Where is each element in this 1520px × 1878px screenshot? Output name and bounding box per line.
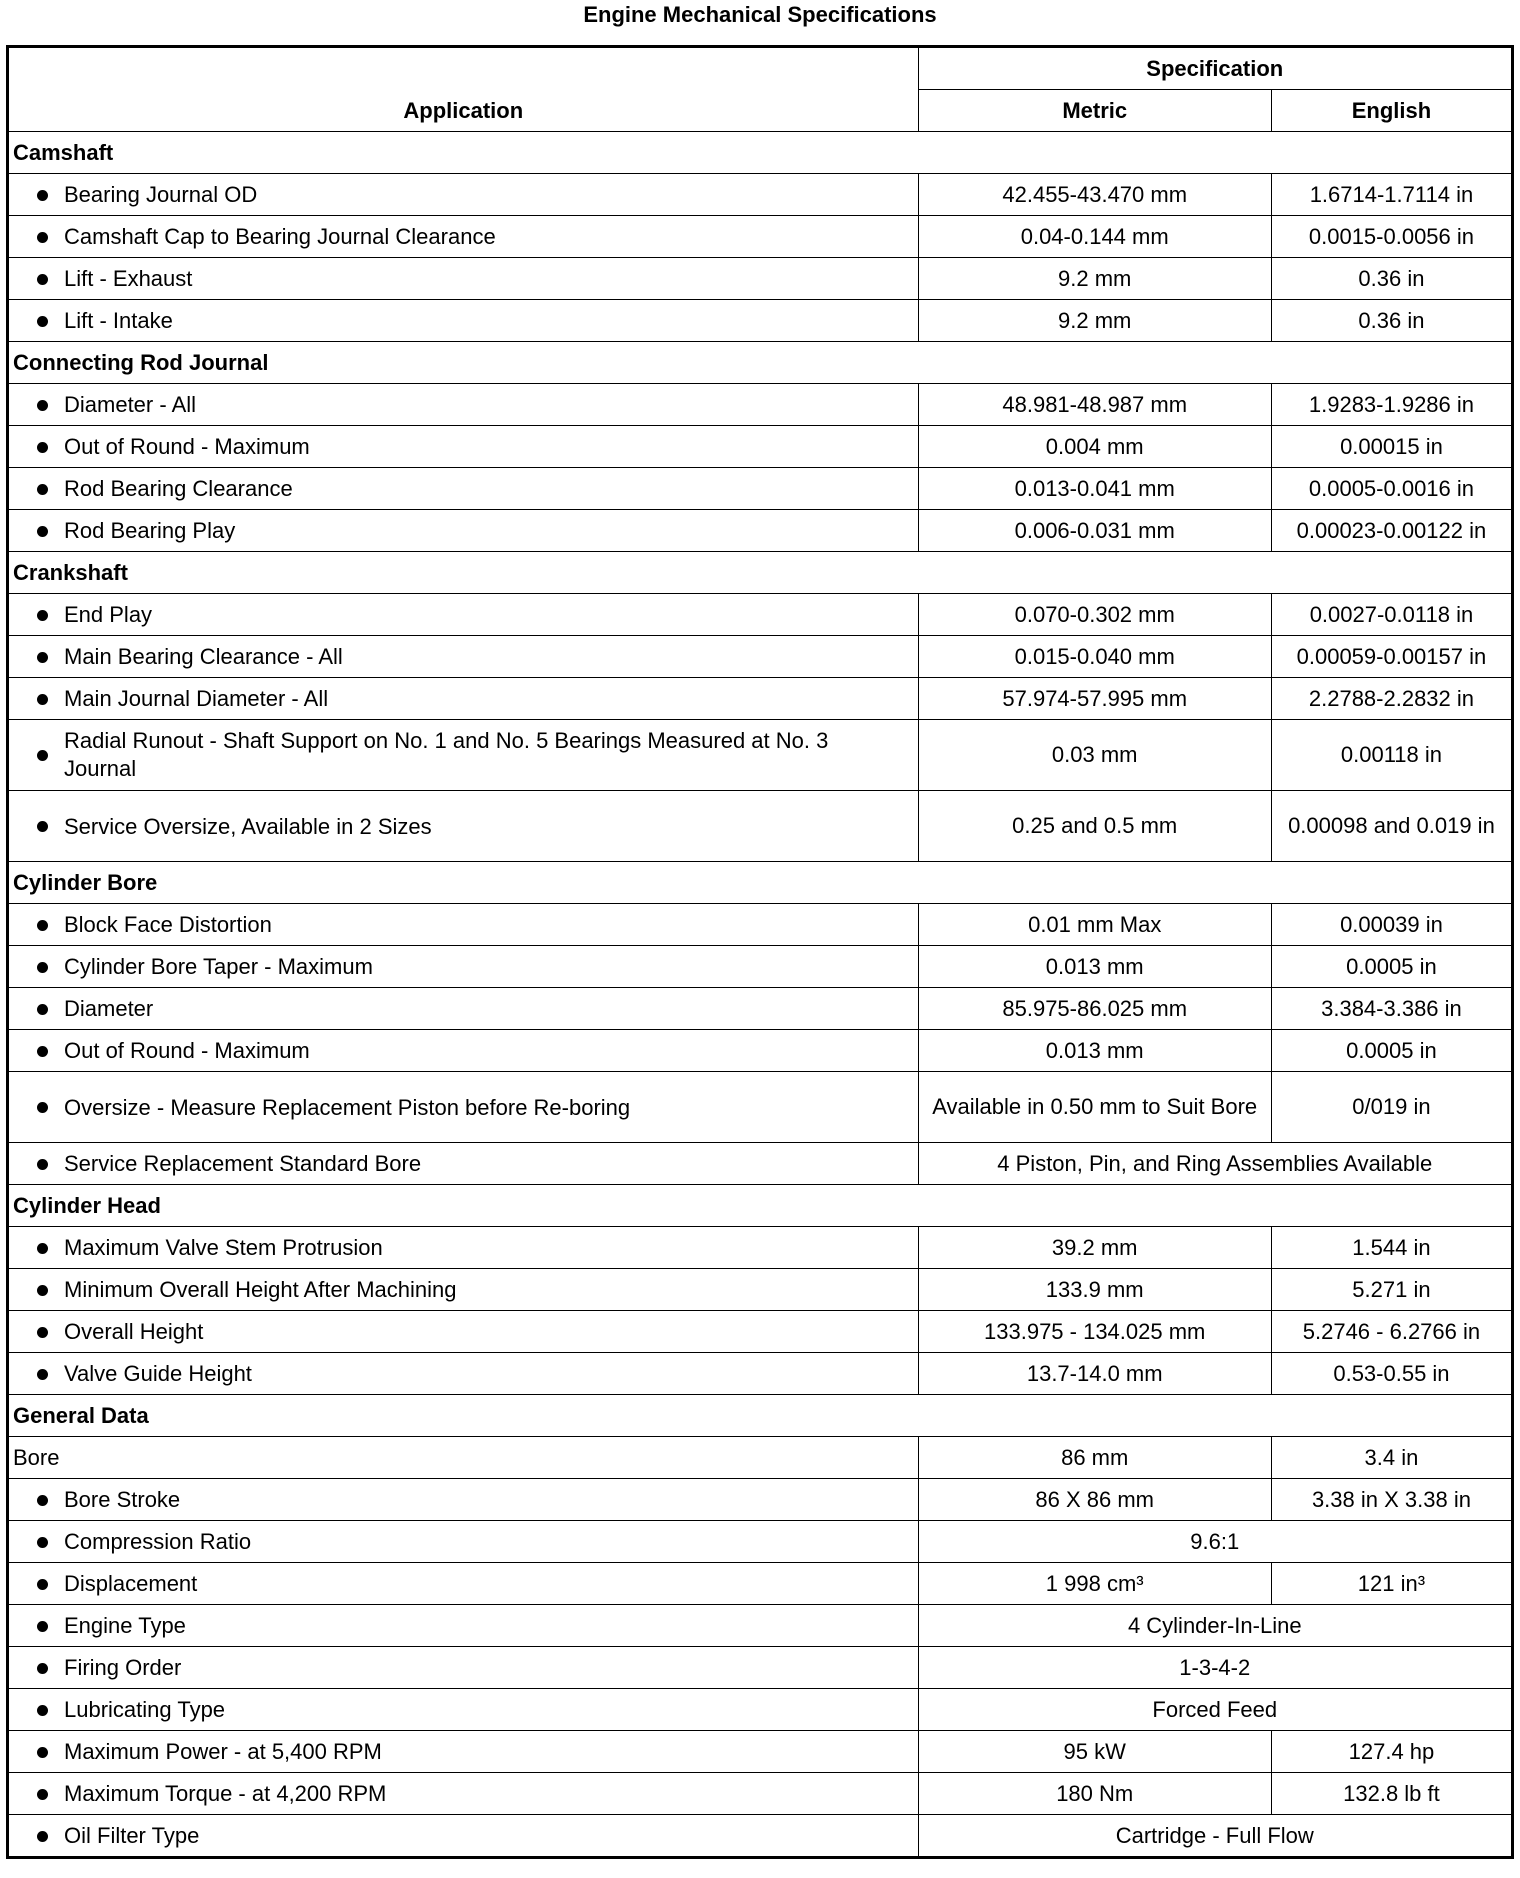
table-row — [8, 678, 1513, 720]
spec-value-cell: 1-3-4-2 — [918, 1647, 1512, 1689]
application-cell — [8, 791, 919, 862]
english-cell: 0.00015 in — [1271, 426, 1512, 468]
application-cell — [8, 1143, 919, 1185]
bullet-icon — [37, 1537, 48, 1548]
section-row — [8, 342, 1513, 384]
bullet-icon — [37, 274, 48, 285]
metric-cell: Available in 0.50 mm to Suit Bore — [918, 1072, 1271, 1143]
bullet-icon — [37, 1747, 48, 1758]
bullet-icon — [37, 694, 48, 705]
bullet-icon — [37, 1046, 48, 1057]
english-cell: 0.0005 in — [1271, 1030, 1512, 1072]
application-text: Main Bearing Clearance - All — [64, 644, 343, 670]
section-title: Crankshaft — [8, 552, 1513, 594]
spec-table — [6, 45, 1514, 1859]
application-text: Service Replacement Standard Bore — [64, 1151, 422, 1177]
spec-value-cell: Cartridge - Full Flow — [918, 1815, 1512, 1858]
application-cell — [8, 904, 919, 946]
table-row — [8, 384, 1513, 426]
header-row — [8, 47, 1513, 90]
application-text: Engine Type — [64, 1613, 186, 1639]
header-application: Application — [8, 47, 919, 132]
bullet-icon — [37, 316, 48, 327]
table-row — [8, 988, 1513, 1030]
application-text: Displacement — [64, 1571, 198, 1597]
header-metric: Metric — [918, 90, 1271, 132]
english-cell: 1.544 in — [1271, 1227, 1512, 1269]
english-cell: 121 in³ — [1271, 1563, 1512, 1605]
metric-cell: 0.015-0.040 mm — [918, 636, 1271, 678]
application-cell — [8, 1437, 919, 1479]
application-text: Overall Height — [64, 1319, 204, 1345]
application-cell — [8, 1311, 919, 1353]
table-row — [8, 1773, 1513, 1815]
english-cell: 127.4 hp — [1271, 1731, 1512, 1773]
metric-cell: 86 mm — [918, 1437, 1271, 1479]
bullet-icon — [37, 400, 48, 411]
table-row — [8, 1227, 1513, 1269]
section-row — [8, 1185, 1513, 1227]
table-row — [8, 1731, 1513, 1773]
english-cell: 0.0005 in — [1271, 946, 1512, 988]
metric-cell: 42.455-43.470 mm — [918, 174, 1271, 216]
bullet-icon — [37, 962, 48, 973]
application-text: Out of Round - Maximum — [64, 434, 310, 460]
table-row — [8, 636, 1513, 678]
table-row — [8, 468, 1513, 510]
application-text: Lift - Intake — [64, 308, 173, 334]
table-row — [8, 1605, 1513, 1647]
application-cell — [8, 1815, 919, 1858]
application-text: End Play — [64, 602, 153, 628]
bullet-icon — [37, 1369, 48, 1380]
bullet-icon — [37, 1285, 48, 1296]
english-cell: 0.0005-0.0016 in — [1271, 468, 1512, 510]
application-text: Oversize - Measure Replacement Piston before Re-boring — [64, 1094, 631, 1120]
english-cell: 3.38 in X 3.38 in — [1271, 1479, 1512, 1521]
metric-cell: 0.013 mm — [918, 946, 1271, 988]
application-text: Diameter — [64, 996, 154, 1022]
english-cell: 5.2746 - 6.2766 in — [1271, 1311, 1512, 1353]
section-row — [8, 862, 1513, 904]
english-cell: 0.00023-0.00122 in — [1271, 510, 1512, 552]
metric-cell: 0.004 mm — [918, 426, 1271, 468]
metric-cell: 95 kW — [918, 1731, 1271, 1773]
english-cell: 5.271 in — [1271, 1269, 1512, 1311]
table-row — [8, 946, 1513, 988]
application-cell — [8, 1269, 919, 1311]
section-row — [8, 552, 1513, 594]
bullet-icon — [37, 1495, 48, 1506]
metric-cell: 0.070-0.302 mm — [918, 594, 1271, 636]
english-cell: 2.2788-2.2832 in — [1271, 678, 1512, 720]
application-cell — [8, 1731, 919, 1773]
english-cell: 3.4 in — [1271, 1437, 1512, 1479]
header-english: English — [1271, 90, 1512, 132]
metric-cell: 0.25 and 0.5 mm — [918, 791, 1271, 862]
bullet-icon — [37, 750, 48, 761]
application-cell — [8, 174, 919, 216]
application-cell — [8, 216, 919, 258]
table-row — [8, 1269, 1513, 1311]
bullet-icon — [37, 1243, 48, 1254]
table-row — [8, 216, 1513, 258]
application-text: Rod Bearing Clearance — [64, 476, 293, 502]
application-text: Valve Guide Height — [64, 1361, 252, 1387]
bullet-icon — [37, 821, 48, 832]
application-cell — [8, 594, 919, 636]
spec-value-cell: Forced Feed — [918, 1689, 1512, 1731]
application-text: Rod Bearing Play — [64, 518, 236, 544]
english-cell: 3.384-3.386 in — [1271, 988, 1512, 1030]
english-cell: 0.00098 and 0.019 in — [1271, 791, 1512, 862]
metric-cell: 0.01 mm Max — [918, 904, 1271, 946]
application-text: Main Journal Diameter - All — [64, 686, 329, 712]
bullet-icon — [37, 1621, 48, 1632]
application-cell — [8, 720, 919, 791]
metric-cell: 180 Nm — [918, 1773, 1271, 1815]
application-cell — [8, 468, 919, 510]
application-cell — [8, 1072, 919, 1143]
english-cell: 0.53-0.55 in — [1271, 1353, 1512, 1395]
application-text: Compression Ratio — [64, 1529, 252, 1555]
table-row — [8, 1647, 1513, 1689]
section-title: Cylinder Bore — [8, 862, 1513, 904]
bullet-icon — [37, 1327, 48, 1338]
application-text: Maximum Torque - at 4,200 RPM — [64, 1781, 387, 1807]
application-cell — [8, 1773, 919, 1815]
table-row — [8, 1072, 1513, 1143]
metric-cell: 39.2 mm — [918, 1227, 1271, 1269]
application-cell — [8, 636, 919, 678]
metric-cell: 133.975 - 134.025 mm — [918, 1311, 1271, 1353]
application-text: Out of Round - Maximum — [64, 1038, 310, 1064]
application-text: Camshaft Cap to Bearing Journal Clearance — [64, 224, 496, 250]
english-cell: 0/019 in — [1271, 1072, 1512, 1143]
table-row — [8, 1030, 1513, 1072]
application-text: Firing Order — [64, 1655, 182, 1681]
table-row — [8, 791, 1513, 862]
application-cell — [8, 1353, 919, 1395]
bullet-icon — [37, 1789, 48, 1800]
application-cell — [8, 300, 919, 342]
metric-cell: 48.981-48.987 mm — [918, 384, 1271, 426]
bullet-icon — [37, 652, 48, 663]
metric-cell: 13.7-14.0 mm — [918, 1353, 1271, 1395]
bullet-icon — [37, 526, 48, 537]
page-title: Engine Mechanical Specifications — [583, 2, 937, 27]
english-cell: 0.36 in — [1271, 300, 1512, 342]
english-cell: 0.0015-0.0056 in — [1271, 216, 1512, 258]
application-cell — [8, 1479, 919, 1521]
application-cell — [8, 384, 919, 426]
table-row — [8, 258, 1513, 300]
application-text: Minimum Overall Height After Machining — [64, 1277, 457, 1303]
spec-table-body — [8, 132, 1513, 1858]
application-text: Service Oversize, Available in 2 Sizes — [64, 813, 432, 839]
metric-cell: 0.006-0.031 mm — [918, 510, 1271, 552]
bullet-icon — [37, 1831, 48, 1842]
table-row — [8, 904, 1513, 946]
metric-cell: 85.975-86.025 mm — [918, 988, 1271, 1030]
english-cell: 132.8 lb ft — [1271, 1773, 1512, 1815]
metric-cell: 9.2 mm — [918, 300, 1271, 342]
application-text: Lubricating Type — [64, 1697, 226, 1723]
bullet-icon — [37, 1004, 48, 1015]
metric-cell: 1 998 cm³ — [918, 1563, 1271, 1605]
spec-value-cell: 4 Piston, Pin, and Ring Assemblies Available — [918, 1143, 1512, 1185]
section-title: General Data — [8, 1395, 1513, 1437]
application-text: Lift - Exhaust — [64, 266, 193, 292]
table-row — [8, 174, 1513, 216]
application-text: Maximum Power - at 5,400 RPM — [64, 1739, 382, 1765]
application-cell — [8, 1563, 919, 1605]
bullet-icon — [37, 190, 48, 201]
application-cell — [8, 1030, 919, 1072]
bullet-icon — [37, 610, 48, 621]
application-cell — [8, 1227, 919, 1269]
application-text: Block Face Distortion — [64, 912, 272, 938]
application-text: Diameter - All — [64, 392, 197, 418]
bullet-icon — [37, 920, 48, 931]
table-row — [8, 1521, 1513, 1563]
english-cell: 0.00039 in — [1271, 904, 1512, 946]
metric-cell: 0.013 mm — [918, 1030, 1271, 1072]
table-row — [8, 426, 1513, 468]
application-cell — [8, 988, 919, 1030]
table-row — [8, 1479, 1513, 1521]
application-cell — [8, 1647, 919, 1689]
english-cell: 1.9283-1.9286 in — [1271, 384, 1512, 426]
table-row — [8, 594, 1513, 636]
application-text: Bore — [13, 1444, 60, 1470]
application-cell — [8, 1689, 919, 1731]
table-row — [8, 1563, 1513, 1605]
metric-cell: 57.974-57.995 mm — [918, 678, 1271, 720]
header-specification: Specification — [918, 47, 1512, 90]
table-row — [8, 1143, 1513, 1185]
english-cell: 1.6714-1.7114 in — [1271, 174, 1512, 216]
application-cell — [8, 1605, 919, 1647]
spec-value-cell: 4 Cylinder-In-Line — [918, 1605, 1512, 1647]
bullet-icon — [37, 232, 48, 243]
bullet-icon — [37, 1663, 48, 1674]
english-cell: 0.00118 in — [1271, 720, 1512, 791]
table-row — [8, 1311, 1513, 1353]
bullet-icon — [37, 484, 48, 495]
section-title: Camshaft — [8, 132, 1513, 174]
application-text: Radial Runout - Shaft Support on No. 1 and No. 5 Bearings Measured at No. 3 Journal — [64, 728, 829, 781]
table-row — [8, 1815, 1513, 1858]
bullet-icon — [37, 1159, 48, 1170]
application-text: Maximum Valve Stem Protrusion — [64, 1235, 383, 1261]
bullet-icon — [37, 1102, 48, 1113]
table-row — [8, 300, 1513, 342]
metric-cell: 86 X 86 mm — [918, 1479, 1271, 1521]
application-text: Bore Stroke — [64, 1487, 181, 1513]
english-cell: 0.00059-0.00157 in — [1271, 636, 1512, 678]
application-text: Cylinder Bore Taper - Maximum — [64, 954, 373, 980]
section-title: Connecting Rod Journal — [8, 342, 1513, 384]
bullet-icon — [37, 442, 48, 453]
metric-cell: 133.9 mm — [918, 1269, 1271, 1311]
section-title: Cylinder Head — [8, 1185, 1513, 1227]
spec-value-cell: 9.6:1 — [918, 1521, 1512, 1563]
application-cell — [8, 258, 919, 300]
english-cell: 0.0027-0.0118 in — [1271, 594, 1512, 636]
application-cell — [8, 1521, 919, 1563]
bullet-icon — [37, 1579, 48, 1590]
application-cell — [8, 678, 919, 720]
table-row — [8, 1689, 1513, 1731]
table-row — [8, 510, 1513, 552]
english-cell: 0.36 in — [1271, 258, 1512, 300]
bullet-icon — [37, 1705, 48, 1716]
table-row — [8, 720, 1513, 791]
application-cell — [8, 946, 919, 988]
section-row — [8, 1395, 1513, 1437]
metric-cell: 0.04-0.144 mm — [918, 216, 1271, 258]
metric-cell: 0.03 mm — [918, 720, 1271, 791]
application-cell — [8, 510, 919, 552]
application-text: Oil Filter Type — [64, 1823, 200, 1849]
table-row — [8, 1437, 1513, 1479]
application-cell — [8, 426, 919, 468]
application-text: Bearing Journal OD — [64, 182, 258, 208]
section-row — [8, 132, 1513, 174]
metric-cell: 9.2 mm — [918, 258, 1271, 300]
table-row — [8, 1353, 1513, 1395]
metric-cell: 0.013-0.041 mm — [918, 468, 1271, 510]
